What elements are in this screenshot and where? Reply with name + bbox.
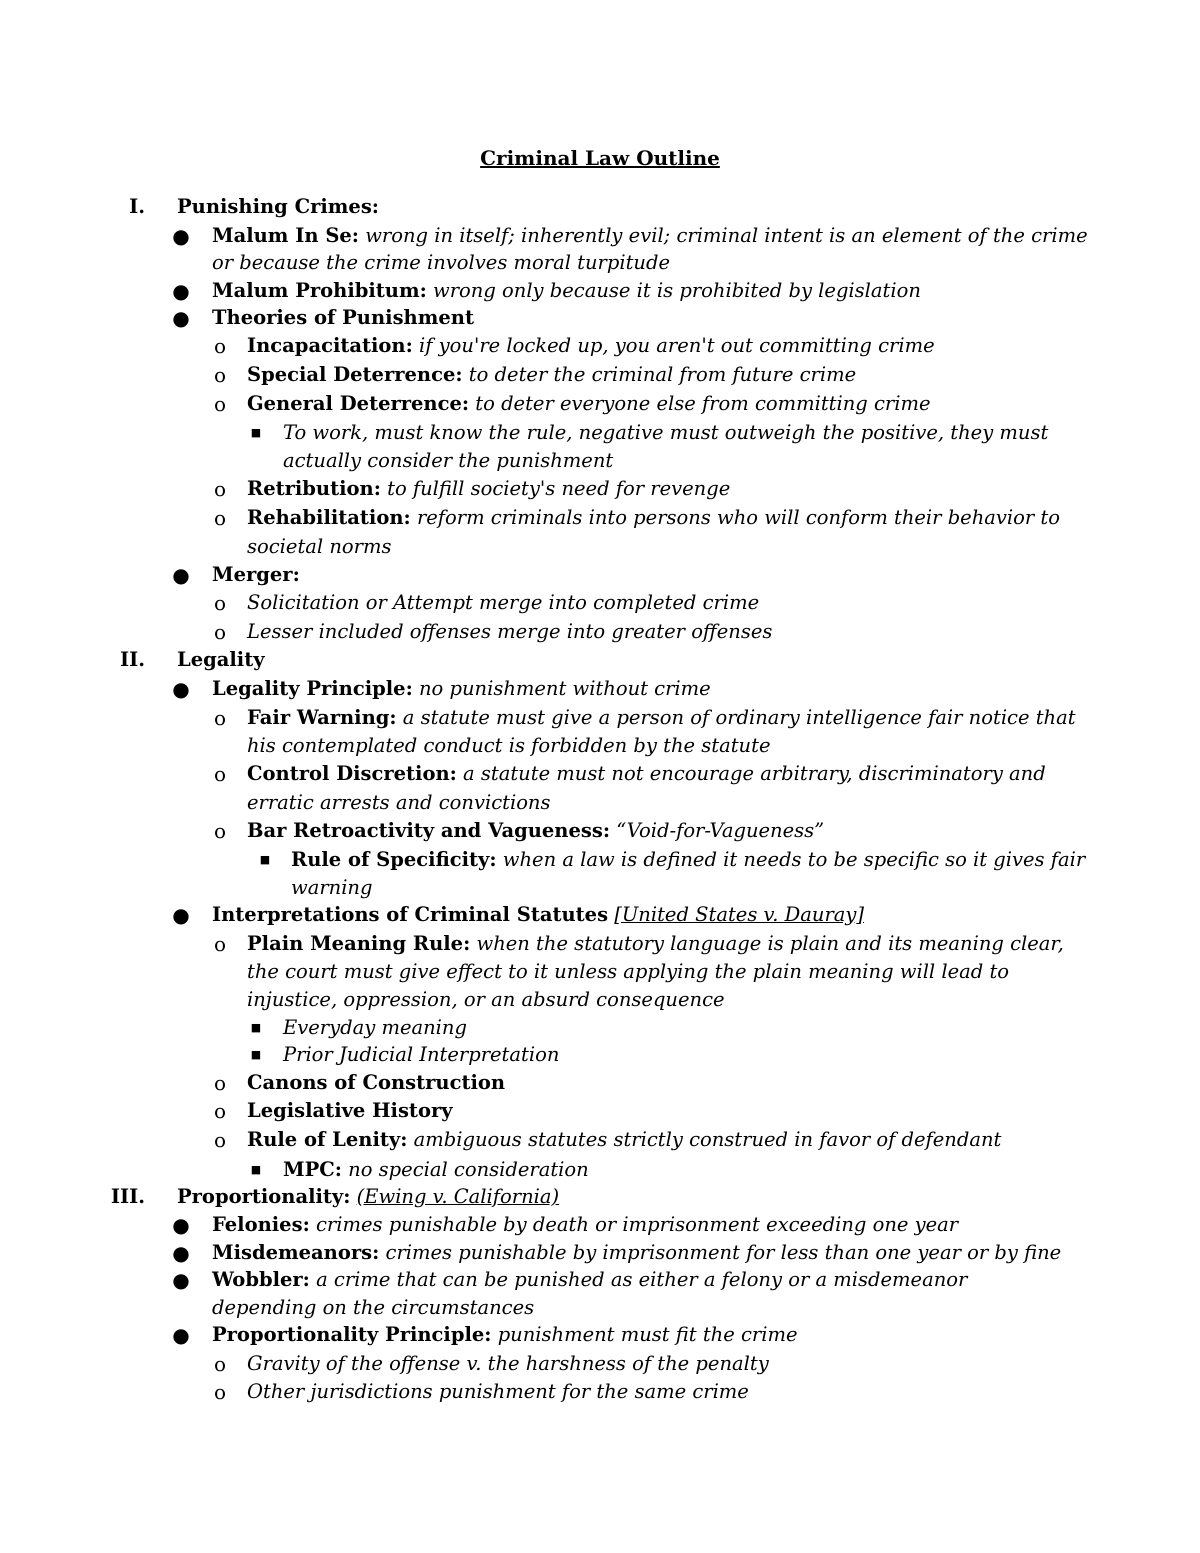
case-citation: (Ewing v. California) <box>356 1185 560 1208</box>
bullet-icon: ● <box>172 1323 190 1347</box>
document-title: Criminal Law Outline <box>480 146 720 170</box>
term-label: General Deterrence: <box>247 392 470 415</box>
term-label: MPC: <box>283 1158 342 1181</box>
section-numeral: III. <box>110 1185 145 1208</box>
definition-text: To work, must know the rule, negative must outweigh the positive, they must <box>283 421 1049 444</box>
definition-text: to deter the criminal from future crime <box>468 363 857 386</box>
circle-bullet-icon: o <box>213 506 227 530</box>
definition-text: warning <box>291 876 373 899</box>
definition-text: wrong in itself; inherently evil; criminal intent is an element of the crime <box>365 224 1088 247</box>
definition-text: societal norms <box>247 535 392 558</box>
term-label: Merger: <box>212 563 300 586</box>
definition-text: punishment must fit the crime <box>497 1323 798 1346</box>
term-label: Malum Prohibitum: <box>212 279 427 302</box>
term-label: Interpretations of Criminal Statutes <box>212 903 609 926</box>
bullet-icon: ● <box>172 1241 190 1265</box>
definition-text: ambiguous statutes strictly construed in favor of defendant <box>413 1128 1002 1151</box>
bullet-icon: ● <box>172 903 190 927</box>
definition-text: crimes punishable by imprisonment for less than one year or by fine <box>385 1241 1062 1264</box>
square-bullet-icon: ■ <box>250 426 262 439</box>
definition-text: Gravity of the offense v. the harshness of the penalty <box>247 1352 769 1375</box>
bullet-icon: ● <box>172 1268 190 1292</box>
term-label: Rule of Specificity: <box>291 848 497 871</box>
bullet-icon: ● <box>172 279 190 303</box>
term-label: Incapacitation: <box>247 334 413 357</box>
circle-bullet-icon: o <box>213 706 227 730</box>
definition-text: Everyday meaning <box>283 1016 467 1039</box>
circle-bullet-icon: o <box>213 620 227 644</box>
term-label: Plain Meaning Rule: <box>247 932 471 955</box>
definition-text: the court must give effect to it unless applying the plain meaning will lead to <box>247 960 1010 983</box>
definition-text: Prior Judicial Interpretation <box>283 1043 560 1066</box>
bullet-icon: ● <box>172 1213 190 1237</box>
section-title: Legality <box>177 648 265 671</box>
definition-text: a statute must give a person of ordinary intelligence fair notice that <box>402 706 1076 729</box>
term-label: Canons of Construction <box>247 1071 506 1094</box>
term-label: Special Deterrence: <box>247 363 463 386</box>
term-label: Fair Warning: <box>247 706 397 729</box>
circle-bullet-icon: o <box>213 1352 227 1376</box>
section-numeral: II. <box>119 648 145 671</box>
definition-text: crimes punishable by death or imprisonment exceeding one year <box>315 1213 959 1236</box>
definition-text: Solicitation or Attempt merge into completed crime <box>247 591 760 614</box>
definition-text: Other jurisdictions punishment for the same crime <box>247 1380 749 1403</box>
section-numeral: I. <box>129 195 145 218</box>
term-label: Felonies: <box>212 1213 310 1236</box>
circle-bullet-icon: o <box>213 363 227 387</box>
term-label: Rehabilitation: <box>247 506 411 529</box>
square-bullet-icon: ■ <box>250 1048 262 1061</box>
term-label: Rule of Lenity: <box>247 1128 408 1151</box>
circle-bullet-icon: o <box>213 591 227 615</box>
definition-text: a crime that can be punished as either a felony or a misdemeanor <box>316 1268 968 1291</box>
square-bullet-icon: ■ <box>250 1021 262 1034</box>
definition-text: reform criminals into persons who will conform their behavior to <box>416 506 1060 529</box>
circle-bullet-icon: o <box>213 477 227 501</box>
square-bullet-icon: ■ <box>250 1163 262 1176</box>
case-citation: [United States v. Dauray] <box>614 903 865 926</box>
definition-text: to deter everyone else from committing crime <box>475 392 931 415</box>
term-label: Retribution: <box>247 477 381 500</box>
definition-text: if you're locked up, you aren't out committing crime <box>419 334 935 357</box>
section-title: Proportionality: <box>177 1185 351 1208</box>
circle-bullet-icon: o <box>213 392 227 416</box>
definition-text: to fulfill society's need for revenge <box>387 477 731 500</box>
definition-text: when a law is defined it needs to be specific so it gives fair <box>502 848 1086 871</box>
term-label: Bar Retroactivity and Vagueness: <box>247 819 611 842</box>
term-label: Legislative History <box>247 1099 453 1122</box>
definition-text: when the statutory language is plain and its meaning clear, <box>476 932 1064 955</box>
term-label: Misdemeanors: <box>212 1241 380 1264</box>
term-label: Proportionality Principle: <box>212 1323 492 1346</box>
definition-text: a statute must not encourage arbitrary, discriminatory and <box>463 762 1046 785</box>
circle-bullet-icon: o <box>213 1128 227 1152</box>
bullet-icon: ● <box>172 224 190 248</box>
definition-text: actually consider the punishment <box>283 449 614 472</box>
circle-bullet-icon: o <box>213 334 227 358</box>
definition-text: injustice, oppression, or an absurd consequence <box>247 988 725 1011</box>
bullet-icon: ● <box>172 677 190 701</box>
definition-text: no special consideration <box>348 1158 589 1181</box>
term-label: Legality Principle: <box>212 677 413 700</box>
definition-text: Lesser included offenses merge into greater offenses <box>247 620 773 643</box>
term-label: Wobbler: <box>212 1268 310 1291</box>
term-label: Control Discretion: <box>247 762 457 785</box>
section-title: Punishing Crimes: <box>177 195 380 218</box>
circle-bullet-icon: o <box>213 1099 227 1123</box>
circle-bullet-icon: o <box>213 762 227 786</box>
bullet-icon: ● <box>172 306 190 330</box>
term-label: Malum In Se: <box>212 224 360 247</box>
circle-bullet-icon: o <box>213 819 227 843</box>
definition-text: depending on the circumstances <box>212 1296 535 1319</box>
bullet-icon: ● <box>172 563 190 587</box>
term-label: Theories of Punishment <box>212 306 474 329</box>
definition-text: no punishment without crime <box>418 677 711 700</box>
definition-text: “Void-for-Vagueness” <box>616 819 825 842</box>
definition-text: or because the crime involves moral turpitude <box>212 251 670 274</box>
definition-text: his contemplated conduct is forbidden by the statute <box>247 734 771 757</box>
circle-bullet-icon: o <box>213 932 227 956</box>
circle-bullet-icon: o <box>213 1071 227 1095</box>
square-bullet-icon: ■ <box>259 853 271 866</box>
definition-text: erratic arrests and convictions <box>247 791 551 814</box>
definition-text: wrong only because it is prohibited by legislation <box>433 279 921 302</box>
circle-bullet-icon: o <box>213 1380 227 1404</box>
